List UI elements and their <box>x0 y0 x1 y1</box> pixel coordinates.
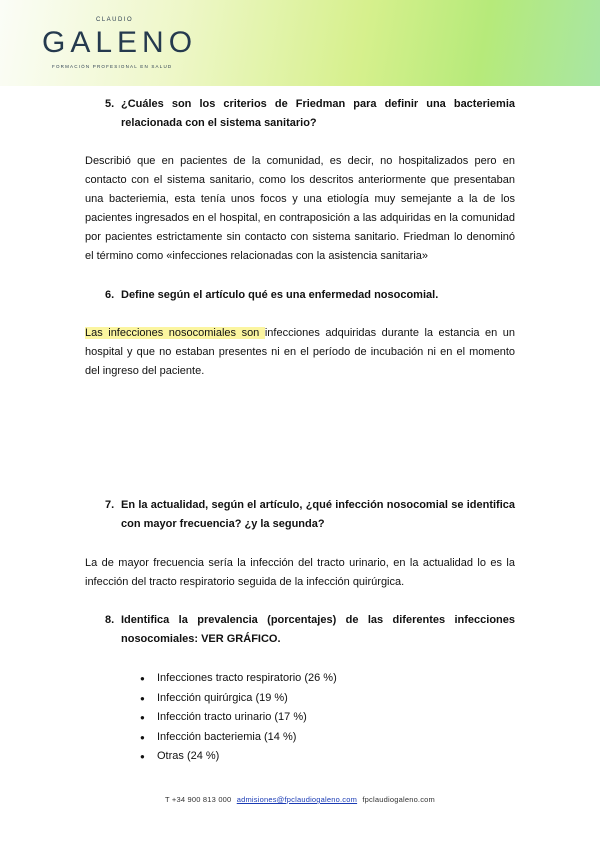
answer-5: Describió que en pacientes de la comunidad, es decir, no hospitalizados pero en contacto con el sistema sanitario, como los descritos anteriormente que presentaban una bacteriemia, esta tenía unos focos y una etiología muy semejante a la de los pacientes ingresados en el hospital, en contraposición a las adquiridas en la comunidad por pacientes estrictamente sin contacto con sistema sanitario. Friedman lo denominó el término como «infecciones relacionadas con la asistencia sanitaria» <box>85 155 515 262</box>
question-6 <box>105 286 515 305</box>
list-item: ● Otras (24 %) <box>140 747 337 767</box>
prevalence-list <box>140 669 337 767</box>
highlighted-text: Las infecciones nosocomiales son <box>85 327 265 339</box>
question-number: 7. <box>105 499 115 511</box>
list-item: ● Infección bacteriemia (14 %) <box>140 728 337 748</box>
list-item: ● Infección tracto urinario (17 %) <box>140 708 337 728</box>
answer-7: La de mayor frecuencia sería la infección del tracto urinario, en la actualidad lo es la infección del tracto respiratorio seguida de la infección quirúrgica. <box>85 557 515 588</box>
question-number: 8. <box>105 614 115 626</box>
question-text: En la actualidad, según el artículo, ¿qué infección nosocomial se identifica con mayor frecuencia? ¿y la segunda? <box>121 499 515 530</box>
answer-text: infecciones adquiridas durante la estancia en un hospital y que no estaban presentes ni en el período de incubación ni en el momento del ingreso del paciente. <box>85 327 516 377</box>
question-number: 5. <box>105 98 115 110</box>
question-8 <box>105 611 515 649</box>
footer <box>0 795 600 804</box>
question-text: ¿Cuáles son los criterios de Friedman para definir una bacteriemia relacionada con el sistema sanitario? <box>121 98 515 129</box>
footer-phone: T +34 900 813 000 <box>164 795 232 804</box>
question-number: 6. <box>105 289 115 301</box>
footer-email-link[interactable]: admisiones@fpclaudiogaleno.com <box>236 795 358 804</box>
question-text: Identifica la prevalencia (porcentajes) de las diferentes infecciones nosocomiales: VER GRÁFICO. <box>121 614 515 645</box>
question-5 <box>105 95 515 133</box>
question-text: Define según el artículo qué es una enfermedad nosocomial. <box>121 289 439 301</box>
header-banner <box>0 0 600 86</box>
logo-tagline: FORMACIÓN PROFESIONAL EN SALUD <box>52 64 173 69</box>
answer-6 <box>85 324 515 381</box>
list-item: ● Infección quirúrgica (19 %) <box>140 689 337 709</box>
question-7 <box>105 496 515 534</box>
footer-web: fpclaudiogaleno.com <box>362 795 435 804</box>
logo-superscript: CLAUDIO <box>96 17 134 23</box>
logo: GALENO <box>42 26 198 59</box>
list-item: ● Infecciones tracto respiratorio (26 %) <box>140 669 337 689</box>
